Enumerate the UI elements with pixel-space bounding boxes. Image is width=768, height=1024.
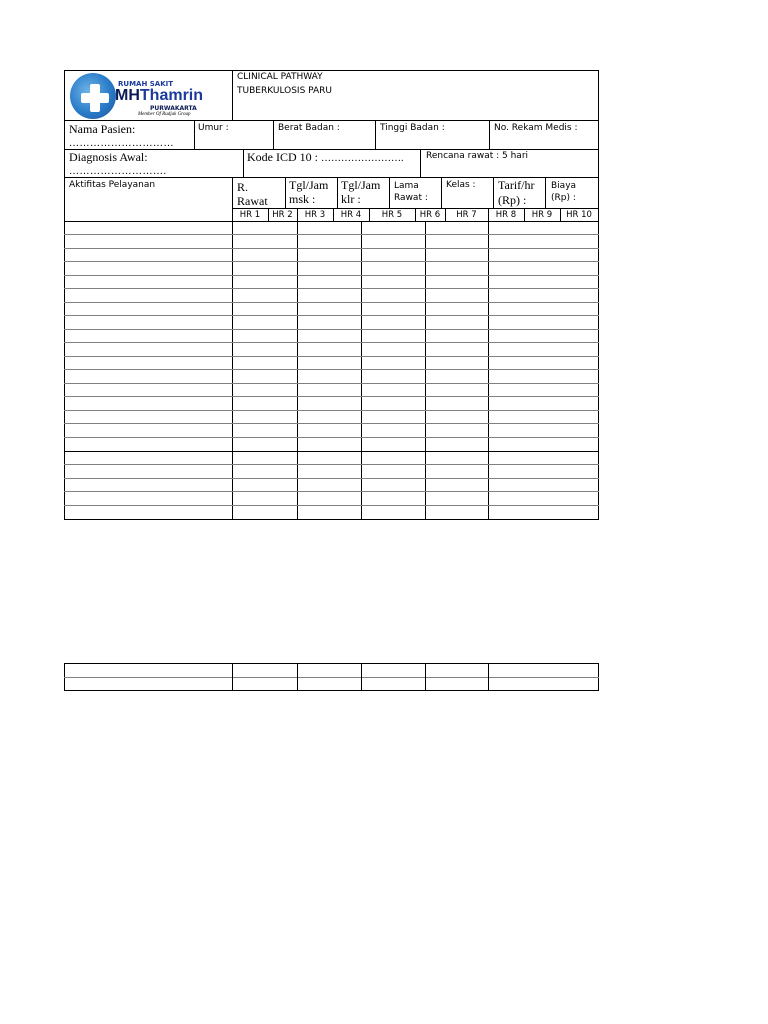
logo-city: PURWAKARTA bbox=[150, 105, 197, 112]
table-row bbox=[64, 491, 599, 492]
logo-rumah-sakit: RUMAH SAKIT bbox=[118, 80, 174, 88]
col-biaya-2: (Rp) : bbox=[551, 193, 576, 203]
table-row bbox=[64, 288, 599, 289]
table-row bbox=[64, 261, 599, 262]
day-header-hr-4: HR 4 bbox=[340, 210, 362, 220]
rencana-rawat: Rencana rawat : 5 hari bbox=[426, 151, 529, 161]
table-row bbox=[64, 356, 599, 357]
table-row bbox=[64, 248, 599, 249]
day-header-hr-3: HR 3 bbox=[304, 210, 326, 220]
kode-icd-dots: ……………………. bbox=[321, 153, 404, 164]
no-rekam-medis-field[interactable]: No. Rekam Medis : bbox=[494, 123, 578, 133]
table-row bbox=[64, 275, 599, 276]
logo-brand-mh: MH bbox=[115, 87, 140, 104]
col-kelas[interactable]: Kelas : bbox=[446, 180, 476, 190]
table-row bbox=[64, 342, 599, 343]
day-header-hr-9: HR 9 bbox=[531, 210, 553, 220]
table-row bbox=[64, 478, 599, 479]
day-header-hr-7: HR 7 bbox=[456, 210, 477, 220]
day-header-hr-10: HR 10 bbox=[566, 210, 592, 220]
col-lama-rawat-1: Lama bbox=[394, 181, 419, 191]
title-diagnosis-name: TUBERKULOSIS PARU bbox=[237, 86, 333, 96]
diagnosis-awal-field[interactable]: ………………………. bbox=[69, 166, 167, 177]
day-header-hr-8: HR 8 bbox=[495, 210, 517, 220]
tinggi-badan-field[interactable]: Tinggi Badan : bbox=[380, 123, 445, 133]
table-row bbox=[64, 423, 599, 424]
col-tarif-hr-2: (Rp) : bbox=[498, 193, 527, 207]
col-biaya-1: Biaya bbox=[551, 181, 577, 191]
col-tgl-jam-msk-1: Tgl/Jam bbox=[289, 178, 329, 192]
col-r-rawat-1: R. bbox=[237, 180, 249, 194]
diagnosis-awal-label: Diagnosis Awal: bbox=[69, 150, 148, 164]
col-tgl-jam-klr-1: Tgl/Jam bbox=[341, 178, 381, 192]
table-row bbox=[64, 234, 599, 235]
table-row bbox=[64, 451, 599, 452]
berat-badan-field[interactable]: Berat Badan : bbox=[278, 123, 340, 133]
logo-tagline: Member Of Rudjak Group bbox=[138, 112, 191, 117]
day-header-hr-5: HR 5 bbox=[381, 210, 403, 220]
table-row bbox=[64, 329, 599, 330]
title-clinical-pathway: CLINICAL PATHWAY bbox=[237, 72, 323, 82]
table-row bbox=[64, 505, 599, 506]
table-row bbox=[64, 369, 599, 370]
nama-pasien-label: Nama Pasien: bbox=[69, 122, 136, 136]
kode-icd-label: Kode ICD 10 : bbox=[247, 150, 321, 164]
col-lama-rawat-2: Rawat : bbox=[394, 193, 428, 203]
table-row bbox=[64, 383, 599, 384]
umur-field[interactable]: Umur : bbox=[198, 123, 229, 133]
logo-brand-thamrin: Thamrin bbox=[139, 87, 204, 104]
table-row bbox=[64, 302, 599, 303]
table-row bbox=[64, 677, 599, 678]
table-row bbox=[64, 315, 599, 316]
table-row bbox=[64, 464, 599, 465]
form-outer-border bbox=[64, 70, 599, 520]
day-header-hr-1: HR 1 bbox=[239, 210, 261, 220]
table-row bbox=[64, 410, 599, 411]
col-aktifitas-pelayanan: Aktifitas Pelayanan bbox=[69, 180, 156, 190]
day-header-hr-6: HR 6 bbox=[419, 210, 441, 220]
col-r-rawat-2: Rawat bbox=[237, 194, 268, 208]
col-tgl-jam-klr-2: klr : bbox=[341, 192, 361, 206]
col-tgl-jam-msk-2: msk : bbox=[289, 192, 316, 206]
table-row bbox=[64, 396, 599, 397]
col-tarif-hr-1: Tarif/hr bbox=[498, 178, 535, 192]
table-row bbox=[64, 437, 599, 438]
day-header-hr-2: HR 2 bbox=[272, 210, 293, 220]
nama-pasien-field[interactable]: ………………………… bbox=[69, 138, 174, 149]
